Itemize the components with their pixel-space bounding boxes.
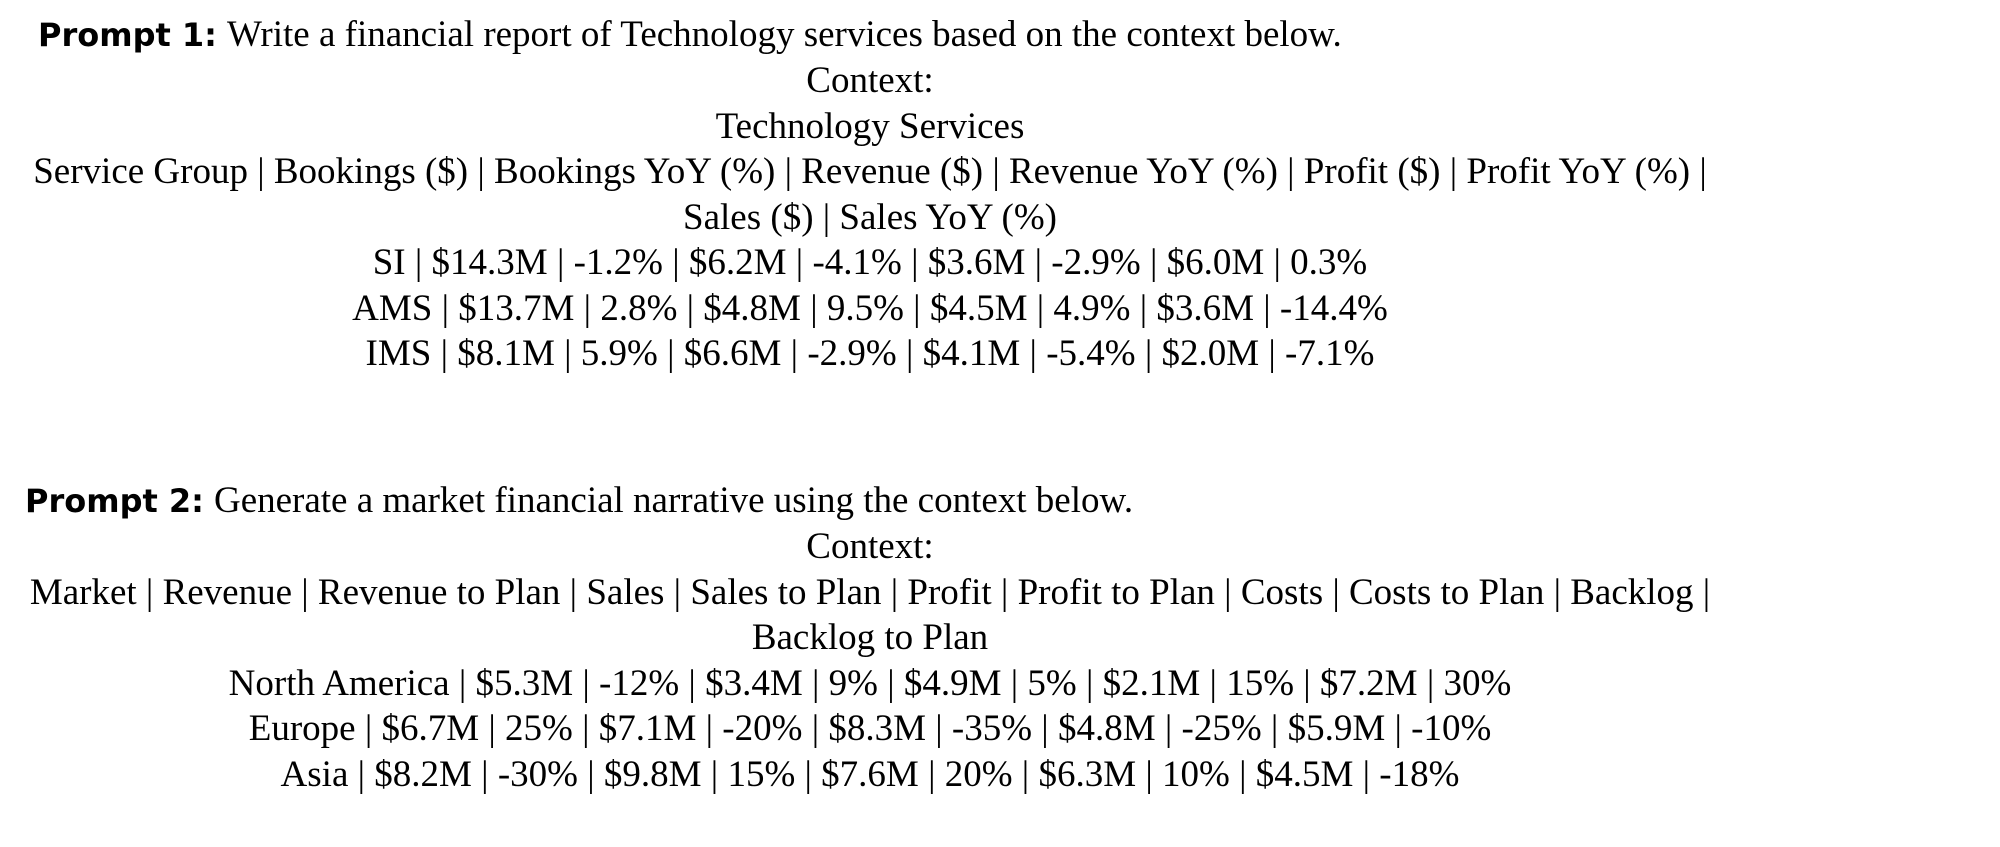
prompt-2-line (0, 478, 2000, 524)
prompt-2-context-label: Context: (806, 526, 934, 567)
prompt-2-table-header: Market | Revenue | Revenue to Plan | Sales | Sales to Plan | Profit | Profit to Plan | Costs | Costs to Plan | Backlog | Backlog to Plan (29, 571, 1711, 658)
prompt-1-instruction: Write a financial report of Technology services based on the context below. (226, 14, 1342, 55)
prompt-1-context-label: Context: (806, 60, 934, 101)
prompt-1-line (0, 12, 2000, 58)
prompt-1-table-title: Technology Services (715, 105, 1025, 147)
prompt-2-table-row: North America | $5.3M | -12% | $3.4M | 9% | $4.9M | 5% | $2.1M | 15% | $7.2M | 30% (228, 662, 1512, 704)
prompt-2-section (0, 478, 2000, 797)
prompt-1-table-header: Service Group | Bookings ($) | Bookings YoY (%) | Revenue ($) | Revenue YoY (%) | Profit ($) | Profit YoY (%) | Sales ($) | Sales YoY (%) (33, 151, 1707, 238)
prompt-2-table-row: Europe | $6.7M | 25% | $7.1M | -20% | $8.3M | -35% | $4.8M | -25% | $5.9M | -10% (248, 708, 1492, 749)
prompt-1-table-row: SI | $14.3M | -1.2% | $6.2M | -4.1% | $3.6M | -2.9% | $6.0M | 0.3% (372, 242, 1368, 283)
prompt-2-label: Prompt 2: (25, 482, 204, 520)
prompt-2-context (0, 524, 1740, 797)
prompt-2-table-row: Asia | $8.2M | -30% | $9.8M | 15% | $7.6M | 20% | $6.3M | 10% | $4.5M | -18% (280, 753, 1460, 795)
prompt-1-table-row: IMS | $8.1M | 5.9% | $6.6M | -2.9% | $4.1M | -5.4% | $2.0M | -7.1% (365, 333, 1375, 374)
prompt-1-label: Prompt 1: (38, 16, 217, 54)
prompt-2-instruction: Generate a market financial narrative using the context below. (213, 480, 1134, 521)
prompt-1-section (0, 12, 2000, 377)
prompt-1-context (0, 58, 1740, 377)
prompt-1-table-row: AMS | $13.7M | 2.8% | $4.8M | 9.5% | $4.5M | 4.9% | $3.6M | -14.4% (352, 287, 1388, 329)
